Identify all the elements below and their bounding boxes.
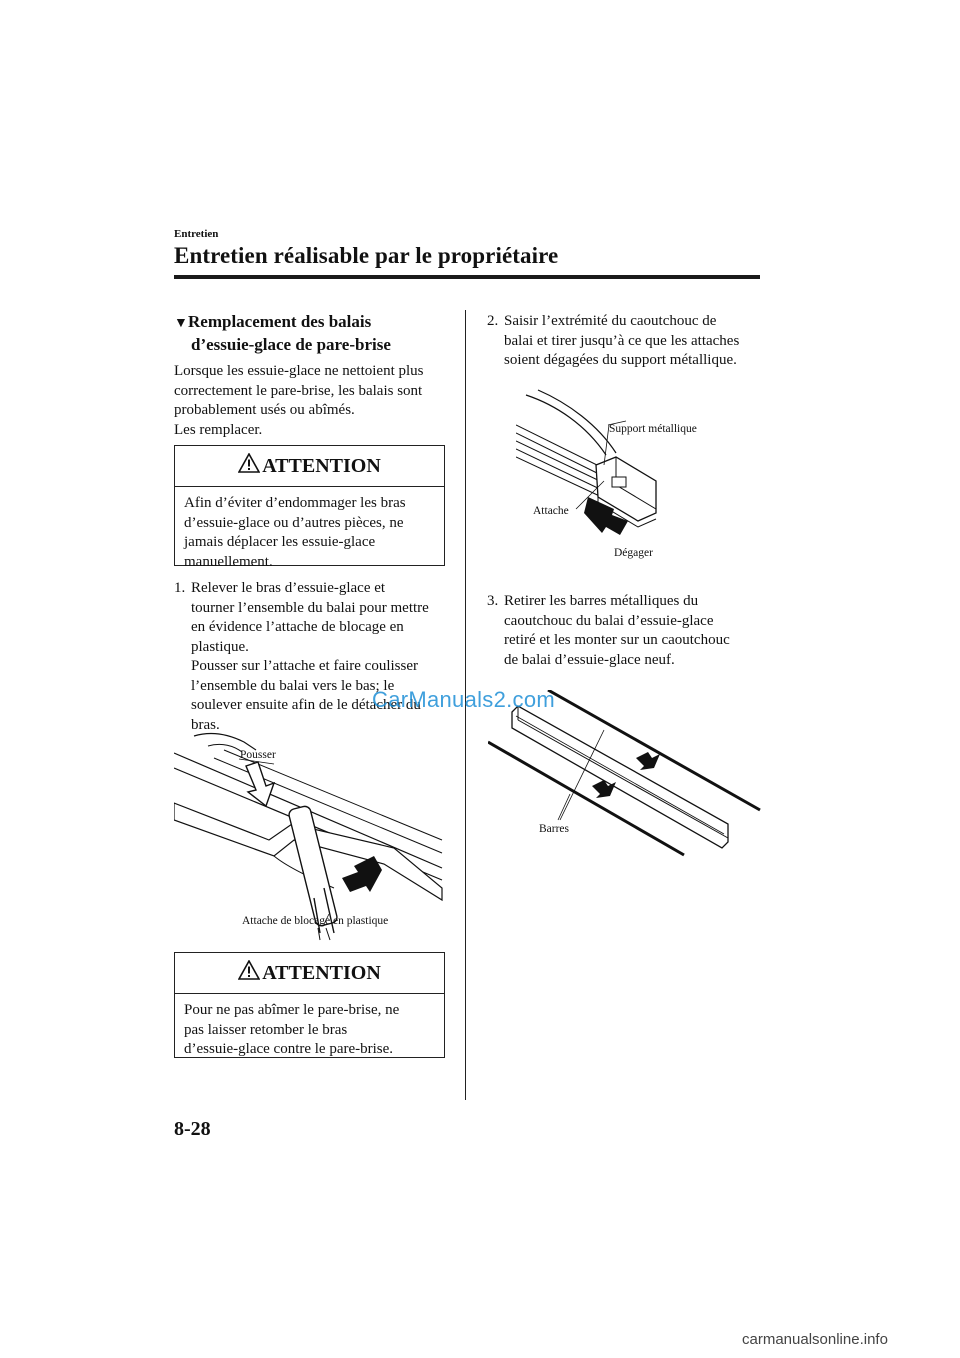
figure-blade-rubber-release — [516, 385, 716, 545]
figure-label-plastic-clip: Attache de blocage en plastique — [242, 915, 389, 927]
step-line: soient dégagées du support métallique. — [504, 352, 737, 368]
subsection-line1: Remplacement des balais — [188, 312, 372, 331]
watermark: CarManuals2.com — [372, 687, 556, 712]
figure-label-metal-support: Support métallique — [609, 423, 697, 435]
attention-line: d’essuie-glace ou d’autres pièces, ne — [184, 514, 404, 531]
figure-label-release: Dégager — [614, 547, 653, 559]
attention-heading-text: ATTENTION — [262, 455, 381, 477]
step-line: plastique. — [191, 638, 249, 655]
step-3 — [487, 592, 762, 670]
intro-line: Lorsque les essuie-glace ne nettoient plus — [174, 363, 424, 379]
attention-line: Afin d’éviter d’endommager les bras — [184, 495, 406, 511]
step-line: Retirer les barres métalliques du — [504, 593, 699, 609]
intro-line: probablement usés ou abîmés. — [174, 402, 355, 418]
attention-line: pas laisser retomber le bras — [184, 1021, 348, 1038]
footer-site-link[interactable]: carmanualsonline.info — [742, 1331, 888, 1348]
step-line: en évidence l’attache de blocage en — [191, 619, 404, 635]
step-number: 3. — [487, 593, 499, 609]
attention-box — [174, 445, 445, 570]
step-line: de balai d’essuie-glace neuf. — [504, 651, 675, 668]
attention-line: jamais déplacer les essuie-glace — [184, 534, 376, 550]
step-line: Saisir l’extrémité du caoutchouc de — [504, 313, 717, 329]
attention-line: d’essuie-glace contre le pare-brise. — [184, 1041, 394, 1057]
warning-icon — [238, 447, 260, 487]
title-rule — [174, 275, 760, 279]
step-line: soulever ensuite afin de le détacher du — [191, 697, 421, 713]
figure-label-clip: Attache — [533, 505, 569, 517]
step-line: caoutchouc du balai d’essuie-glace — [504, 612, 714, 629]
triangle-bullet-icon: ▼ — [174, 316, 188, 331]
intro-line: correctement le pare-brise, les balais sont — [174, 382, 423, 399]
subsection-heading — [174, 311, 459, 355]
figure-label-bars: Barres — [539, 823, 570, 835]
figure-metal-bars — [488, 690, 768, 860]
intro-paragraph — [174, 362, 459, 440]
attention-body — [175, 487, 444, 579]
attention-box — [174, 952, 445, 1058]
attention-line: Pour ne pas abîmer le pare-brise, ne — [184, 1002, 400, 1018]
intro-line: Les remplacer. — [174, 421, 263, 438]
attention-heading — [175, 446, 444, 487]
attention-heading-text: ATTENTION — [262, 962, 381, 984]
step-2 — [487, 312, 762, 371]
step-line: Relever le bras d’essuie-glace et — [191, 580, 386, 596]
page-number: 8-28 — [174, 1118, 211, 1140]
step-number: 1. — [174, 580, 186, 596]
warning-icon — [238, 954, 260, 994]
figure-label-push: Pousser — [240, 749, 276, 761]
attention-line: manuellement. — [184, 553, 273, 570]
step-number: 2. — [487, 313, 499, 329]
subsection-line2: d’essuie-glace de pare-brise — [191, 335, 391, 354]
step-line: retiré et les monter sur un caoutchouc — [504, 632, 730, 648]
step-line: l’ensemble du balai vers le bas; le — [191, 677, 395, 694]
step-line: balai et tirer jusqu’à ce que les attaches — [504, 332, 740, 349]
step-line: Pousser sur l’attache et faire coulisser — [191, 658, 418, 674]
attention-heading — [175, 953, 444, 994]
step-line: tourner l’ensemble du balai pour mettre — [191, 599, 429, 616]
page-title: Entretien réalisable par le propriétaire — [174, 243, 559, 268]
figure-wiper-arm-release — [174, 728, 449, 943]
attention-body — [175, 994, 444, 1067]
section-label: Entretien — [174, 228, 219, 240]
step-line: bras. — [191, 716, 220, 733]
